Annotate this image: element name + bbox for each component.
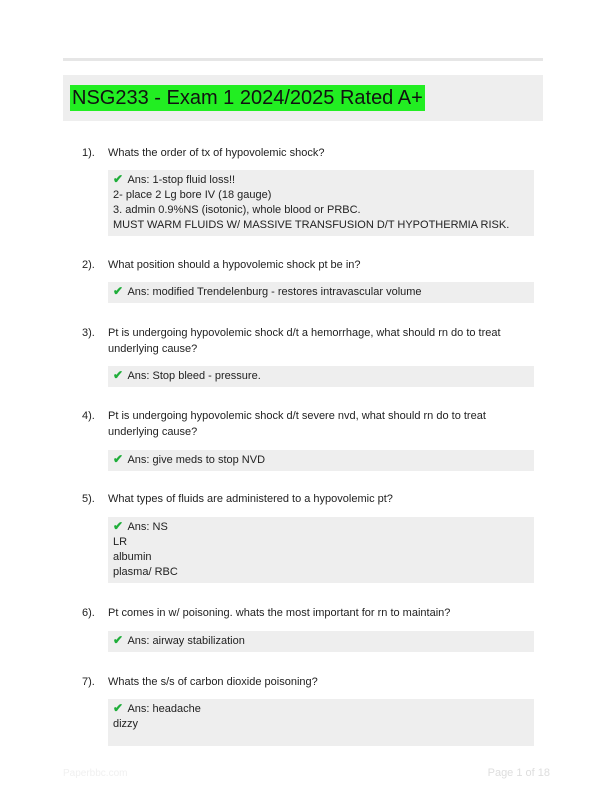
question-number: 3).	[82, 327, 95, 339]
answer-line: dizzy	[113, 718, 139, 730]
answer-box	[108, 517, 534, 583]
answer-line: albumin	[113, 551, 152, 563]
answer-line: Ans: Stop bleed - pressure.	[127, 370, 261, 382]
check-icon: ✔	[113, 633, 124, 647]
question-text: Pt comes in w/ poisoning. whats the most important for rn to maintain?	[108, 607, 451, 619]
question-number: 5).	[82, 493, 95, 505]
answer-box	[108, 699, 534, 746]
question-text: Whats the order of tx of hypovolemic shock?	[108, 147, 325, 159]
page-indicator: Page 1 of 18	[487, 767, 550, 779]
question-number: 4).	[82, 410, 95, 422]
answer-line: Ans: 1-stop fluid loss!!	[127, 174, 236, 186]
footer-watermark: Paperbbc.com	[63, 768, 128, 779]
answer-line: plasma/ RBC	[113, 566, 178, 578]
check-icon: ✔	[113, 368, 124, 382]
check-icon: ✔	[113, 701, 124, 715]
answer-box	[108, 366, 534, 387]
answer-line: Ans: NS	[127, 521, 168, 533]
question-number: 1).	[82, 147, 95, 159]
question-number: 2).	[82, 259, 95, 271]
check-icon: ✔	[113, 172, 124, 186]
answer-box	[108, 450, 534, 471]
question-text: Whats the s/s of carbon dioxide poisoning?	[108, 676, 318, 688]
question-text: What types of fluids are administered to a hypovolemic pt?	[108, 493, 393, 505]
answer-line: Ans: airway stabilization	[127, 635, 245, 647]
answer-line: 2- place 2 Lg bore IV (18 gauge)	[113, 189, 272, 201]
question-number: 6).	[82, 607, 95, 619]
question-text: Pt is undergoing hypovolemic shock d/t a hemorrhage, what should rn do to treat underlying cause?	[108, 327, 501, 355]
title-banner	[63, 75, 543, 121]
check-icon: ✔	[113, 452, 124, 466]
question-number: 7).	[82, 676, 95, 688]
question-text: What position should a hypovolemic shock pt be in?	[108, 259, 361, 271]
answer-box	[108, 282, 534, 303]
check-icon: ✔	[113, 519, 124, 533]
question-text: Pt is undergoing hypovolemic shock d/t severe nvd, what should rn do to treat underlying cause?	[108, 410, 486, 438]
document-title: NSG233 - Exam 1 2024/2025 Rated A+	[72, 87, 423, 109]
answer-box	[108, 170, 534, 236]
answer-line: 3. admin 0.9%NS (isotonic), whole blood or PRBC.	[113, 204, 361, 216]
answer-box	[108, 631, 534, 652]
top-divider	[63, 58, 543, 61]
answer-line: MUST WARM FLUIDS W/ MASSIVE TRANSFUSION D/T HYPOTHERMIA RISK.	[113, 219, 510, 231]
answer-line: Ans: give meds to stop NVD	[127, 454, 266, 466]
check-icon: ✔	[113, 284, 124, 298]
answer-line: LR	[113, 536, 128, 548]
answer-line: Ans: modified Trendelenburg - restores intravascular volume	[127, 286, 422, 298]
answer-line: Ans: headache	[127, 703, 201, 715]
